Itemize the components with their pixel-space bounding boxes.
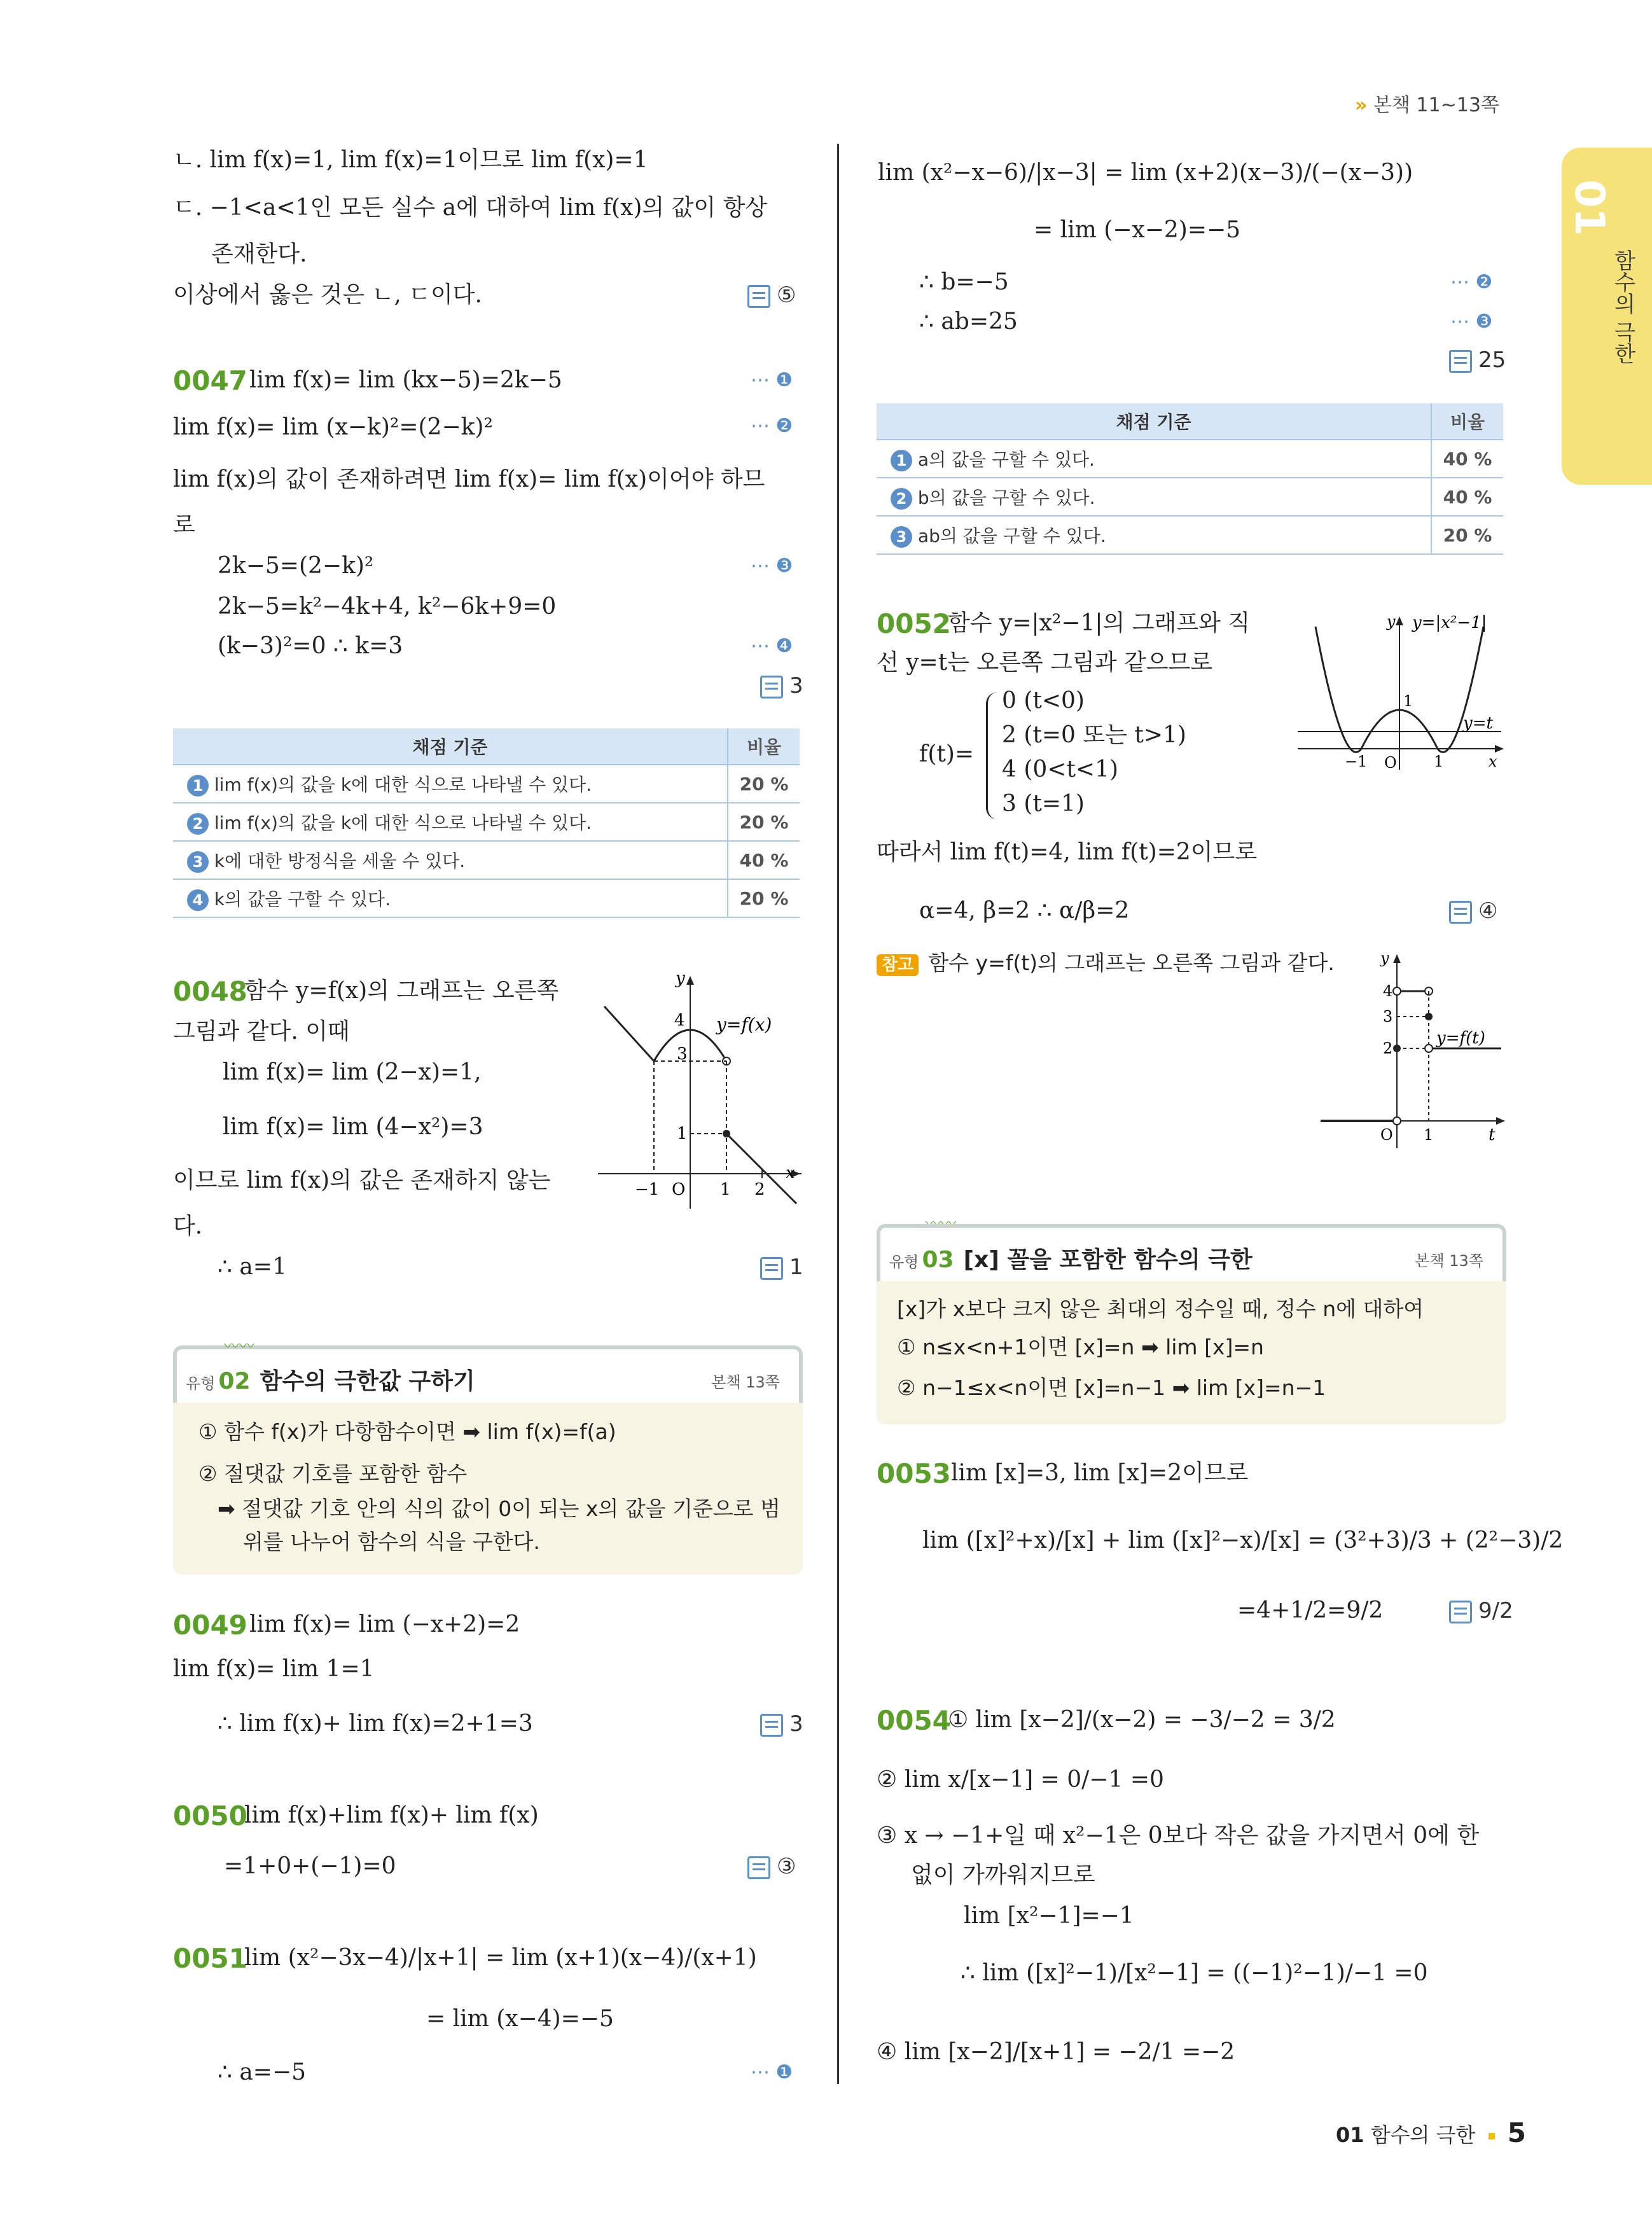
footer-title: 함수의 극한	[1370, 2123, 1476, 2147]
p0048-line-4: lim f(x)= lim (4−x²)=3	[223, 1114, 483, 1140]
chapter-side-tab	[1562, 148, 1652, 485]
p0047-line-2: lim f(x)= lim (x−k)²=(2−k)²	[173, 414, 493, 440]
step-badge: 1	[187, 775, 209, 796]
case-4: 3 (t=1)	[1002, 791, 1085, 817]
p0054-line-1: ① lim [x−2]/(x−2) = −3/−2 = 3/2	[948, 1707, 1336, 1733]
p0052-answer: ④	[1449, 898, 1497, 924]
tick-label: 3	[677, 1045, 688, 1064]
column-divider	[837, 144, 839, 2084]
graph-y-label: y	[1387, 613, 1396, 630]
answer-icon	[1449, 350, 1472, 373]
type-02-summary	[173, 1403, 803, 1574]
ratio-value: 40 %	[728, 841, 800, 879]
type-03-box	[877, 1224, 1506, 1285]
problem-number-0047: 0047	[173, 365, 247, 396]
line-label: y=t	[1463, 714, 1493, 733]
p0051-line-2: = lim (x−4)=−5	[426, 2006, 614, 2032]
step-badge: 1	[891, 450, 912, 471]
cases-brace	[986, 692, 1001, 819]
intro-line-2: ㄷ. −1<a<1인 모든 실수 a에 대하여 lim f(x)의 값이 항상	[173, 195, 768, 221]
p0054-line-6: ∴ lim ([x]²−1)/[x²−1] = ((−1)²−1)/−1 =0	[961, 1960, 1428, 1986]
problem-number-0053: 0053	[877, 1458, 951, 1489]
answer-icon	[747, 1856, 770, 1879]
p0051b-step-3: ⋯ ❸	[1450, 310, 1493, 333]
p0049-answer: 3	[760, 1711, 803, 1737]
tick-label: 1	[1403, 692, 1413, 710]
answer-icon	[1449, 1601, 1472, 1623]
p0053-line-3: =4+1/2=9/2	[1237, 1597, 1384, 1623]
step-badge: 3	[187, 851, 209, 873]
type-tag: 유형	[186, 1375, 216, 1393]
type-03-summary	[877, 1281, 1506, 1424]
step-badge: 4	[187, 889, 209, 911]
p0047-step-2: ⋯ ❷	[751, 415, 793, 437]
type-reference: 본책 13쪽	[1415, 1252, 1483, 1270]
chapter-tab-number: 01	[1565, 179, 1613, 237]
origin-label: O	[1380, 1126, 1393, 1144]
step-badge: 2	[891, 488, 912, 510]
p0048-line-3: lim f(x)= lim (2−x)=1,	[223, 1059, 482, 1085]
left-branch	[604, 1006, 654, 1061]
ratio-value: 20 %	[1431, 516, 1503, 554]
p0048-line-5: 이므로 lim f(x)의 값은 존재하지 않는	[173, 1167, 551, 1193]
step-badge: 3	[891, 526, 912, 548]
p0047-line-3: lim f(x)의 값이 존재하려면 lim f(x)= lim f(x)이어야 하므	[173, 466, 765, 492]
footer-square	[1489, 2133, 1495, 2139]
p0047-step-1: ⋯ ❶	[751, 369, 793, 391]
p0050-answer: ③	[747, 1854, 796, 1879]
footer-chapter: 01	[1336, 2123, 1364, 2147]
tick-label: 2	[1383, 1039, 1393, 1057]
page-reference: » 본책 11~13쪽	[1355, 94, 1499, 116]
answer-icon	[760, 1257, 783, 1280]
step-badge: 2	[187, 813, 209, 835]
graph-0052-b	[1317, 942, 1508, 1151]
p0051b-line-1: lim (x²−x−6)/|x−3| = lim (x+2)(x−3)/(−(x−3))	[878, 160, 1413, 186]
p0051-line-3: ∴ a=−5	[218, 2059, 307, 2085]
p0051-line-1: lim (x²−3x−4)/|x+1| = lim (x+1)(x−4)/(x+1)	[244, 1945, 757, 1971]
case-2: 2 (t=0 또는 t>1)	[1002, 722, 1186, 748]
p0053-line-1: lim [x]=3, lim [x]=2이므로	[951, 1460, 1249, 1486]
page-number: 5	[1507, 2117, 1527, 2148]
graph-y-label: y	[676, 969, 685, 988]
score-header-ratio: 비율	[728, 728, 800, 765]
p0053-line-2: lim ([x]²+x)/[x] + lim ([x]²−x)/[x] = (3²+3)/3 + (2²−3)/2	[922, 1527, 1564, 1553]
score-header-ratio: 비율	[1431, 403, 1503, 440]
type-tag: 유형	[889, 1253, 919, 1271]
ratio-value: 20 %	[728, 879, 800, 917]
problem-number-0050: 0050	[173, 1800, 247, 1831]
case-1: 0 (t<0)	[1002, 688, 1085, 714]
table-row	[173, 765, 800, 803]
p0054-line-4: 없이 가까워지므로	[911, 1862, 1095, 1888]
intro-line-1: ㄴ. lim f(x)=1, lim f(x)=1이므로 lim f(x)=1	[173, 147, 648, 173]
criteria-text: lim f(x)의 값을 k에 대한 식으로 나타낼 수 있다.	[214, 812, 592, 833]
curve-label: y=|x²−1|	[1412, 613, 1487, 632]
p0053-answer: 9/2	[1449, 1598, 1513, 1623]
score-header-criteria: 채점 기준	[173, 728, 728, 765]
type-02-box	[173, 1345, 803, 1407]
p0048-line-1: 함수 y=f(x)의 그래프는 오른쪽	[244, 978, 559, 1004]
p0047-line-4: 로	[173, 512, 195, 538]
score-header-criteria: 채점 기준	[877, 403, 1431, 440]
p0047-answer: 3	[760, 673, 803, 698]
answer-icon	[747, 285, 770, 308]
tick-label: 1	[1434, 753, 1444, 770]
table-row	[877, 516, 1503, 554]
p0052-line-1: 함수 y=|x²−1|의 그래프와 직	[948, 610, 1251, 636]
scoring-table-0051	[877, 403, 1503, 555]
problem-number-0048: 0048	[173, 976, 247, 1007]
tick-label: 1	[720, 1180, 731, 1199]
p0047-line-7: (k−3)²=0 ∴ k=3	[218, 633, 403, 659]
note-text: 함수 y=f(t)의 그래프는 오른쪽 그림과 같다.	[928, 950, 1335, 975]
ratio-value: 20 %	[728, 803, 800, 841]
p0050-line-1: lim f(x)+lim f(x)+ lim f(x)	[244, 1802, 539, 1828]
case-3: 4 (0<t<1)	[1002, 756, 1119, 782]
note-row	[877, 947, 1335, 976]
intro-line-4: 이상에서 옳은 것은 ㄴ, ㄷ이다.	[173, 282, 482, 308]
p0051b-line-2: = lim (−x−2)=−5	[1034, 217, 1241, 243]
scoring-table-0047	[173, 728, 800, 918]
graph-x-label: x	[1489, 753, 1497, 770]
type-03-bullet-2: ① n≤x<n+1이면 [x]=n ➡ lim [x]=n	[897, 1335, 1264, 1359]
p0047-line-5: 2k−5=(2−k)²	[218, 553, 374, 579]
tick-label: 4	[1383, 982, 1393, 1000]
tick-label: 1	[1424, 1126, 1434, 1144]
p0047-step-3: ⋯ ❸	[751, 555, 793, 577]
criteria-text: ab의 값을 구할 수 있다.	[917, 525, 1106, 546]
p0049-line-1: lim f(x)= lim (−x+2)=2	[249, 1611, 520, 1637]
graph-0052-a	[1291, 608, 1508, 773]
p0051b-line-4: ∴ ab=25	[919, 309, 1018, 335]
p0054-line-5: lim [x²−1]=−1	[964, 1903, 1134, 1929]
criteria-text: lim f(x)의 값을 k에 대한 식으로 나타낼 수 있다.	[214, 774, 592, 795]
page-footer	[1336, 2117, 1526, 2148]
tick-label: −1	[635, 1180, 660, 1199]
problem-number-0054: 0054	[877, 1705, 951, 1736]
table-row	[173, 879, 800, 917]
type-02-bullet-2: ② 절댓값 기호를 포함한 함수	[198, 1461, 468, 1486]
graph-t-label: t	[1489, 1125, 1496, 1144]
p0047-line-6: 2k−5=k²−4k+4, k²−6k+9=0	[218, 594, 557, 620]
type-number: 03	[922, 1247, 954, 1273]
p0052-line-2: 선 y=t는 오른쪽 그림과 같으므로	[877, 650, 1213, 676]
wave-mark: 〰〰	[224, 1337, 254, 1355]
criteria-text: a의 값을 구할 수 있다.	[917, 449, 1095, 470]
curve-label: y=f(x)	[716, 1014, 772, 1035]
graph-x-label: x	[786, 1164, 795, 1183]
answer-icon	[760, 1714, 783, 1737]
p0052-line-3: 따라서 lim f(t)=4, lim f(t)=2이므로	[877, 839, 1258, 865]
table-row	[877, 478, 1503, 516]
type-title: [x] 꼴을 포함한 함수의 극한	[963, 1247, 1253, 1273]
tick-label: 1	[677, 1124, 688, 1143]
graph-0048	[598, 967, 802, 1209]
type-reference: 본책 13쪽	[711, 1373, 780, 1391]
p0050-line-2: =1+0+(−1)=0	[224, 1853, 396, 1879]
p0054-line-7: ④ lim [x−2]/[x+1] = −2/1 =−2	[877, 2039, 1235, 2065]
tick-label: 2	[754, 1180, 765, 1199]
p0051-step-1: ⋯ ❶	[751, 2061, 793, 2083]
p0048-answer: 1	[760, 1255, 803, 1280]
type-02-bullet-3: ➡ 절댓값 기호 안의 식의 값이 0이 되는 x의 값을 기준으로 범	[218, 1496, 781, 1521]
curve-label: y=f(t)	[1436, 1029, 1485, 1048]
answer-icon	[760, 676, 783, 698]
p0049-line-3: ∴ lim f(x)+ lim f(x)=2+1=3	[218, 1711, 533, 1737]
type-number: 02	[218, 1368, 251, 1394]
p0051b-line-3: ∴ b=−5	[919, 269, 1009, 295]
tick-label: 4	[674, 1011, 685, 1030]
origin-label: O	[1384, 754, 1397, 772]
type-03-bullet-3: ② n−1≤x<n이면 [x]=n−1 ➡ lim [x]=n−1	[897, 1375, 1326, 1400]
criteria-text: k에 대한 방정식을 세울 수 있다.	[214, 851, 466, 872]
p0051-answer: 25	[1449, 347, 1506, 373]
graph-y-label: y	[1380, 949, 1389, 967]
intro-line-3: 존재한다.	[211, 241, 307, 267]
p0048-line-7: ∴ a=1	[218, 1254, 287, 1280]
p0047-step-4: ⋯ ❹	[751, 635, 793, 657]
p0051b-step-2: ⋯ ❷	[1450, 271, 1493, 293]
answer-icon	[1449, 901, 1472, 924]
ratio-value: 20 %	[728, 765, 800, 803]
problem-number-0049: 0049	[173, 1609, 247, 1641]
p0052-line-4: α=4, β=2 ∴ α/β=2	[919, 898, 1130, 924]
table-row	[877, 440, 1503, 478]
table-row	[173, 803, 800, 841]
note-tag: 참고	[877, 954, 919, 976]
p0052-fdef: f(t)=	[919, 741, 975, 767]
type-02-bullet-1: ① 함수 f(x)가 다항함수이면 ➡ lim f(x)=f(a)	[198, 1419, 616, 1444]
tick-label: 3	[1383, 1008, 1393, 1025]
type-03-bullet-1: [x]가 x보다 크지 않은 최대의 정수일 때, 정수 n에 대하여	[897, 1296, 1424, 1321]
ratio-value: 40 %	[1431, 440, 1503, 478]
type-title: 함수의 극한값 구하기	[260, 1368, 475, 1394]
table-row	[173, 841, 800, 879]
tick-label: −1	[1345, 753, 1368, 770]
criteria-text: k의 값을 구할 수 있다.	[214, 889, 391, 910]
type-02-bullet-4: 위를 나누어 함수의 식을 구한다.	[243, 1529, 540, 1554]
p0049-line-2: lim f(x)= lim 1=1	[173, 1656, 375, 1682]
p0054-line-2: ② lim x/[x−1] = 0/−1 =0	[877, 1767, 1164, 1793]
ratio-value: 40 %	[1431, 478, 1503, 516]
origin-label: O	[672, 1180, 686, 1199]
criteria-text: b의 값을 구할 수 있다.	[917, 487, 1095, 508]
problem-number-0052: 0052	[877, 608, 951, 639]
intro-answer: ⑤	[747, 282, 796, 308]
p0048-line-6: 다.	[173, 1213, 203, 1239]
p0048-line-2: 그림과 같다. 이때	[173, 1018, 350, 1045]
p0054-line-3: ③ x → −1+일 때 x²−1은 0보다 작은 값을 가지면서 0에 한	[877, 1823, 1480, 1849]
problem-number-0051: 0051	[173, 1943, 247, 1974]
p0047-line-1: lim f(x)= lim (kx−5)=2k−5	[249, 367, 562, 393]
chapter-tab-title: 함수의 극한	[1610, 249, 1635, 365]
